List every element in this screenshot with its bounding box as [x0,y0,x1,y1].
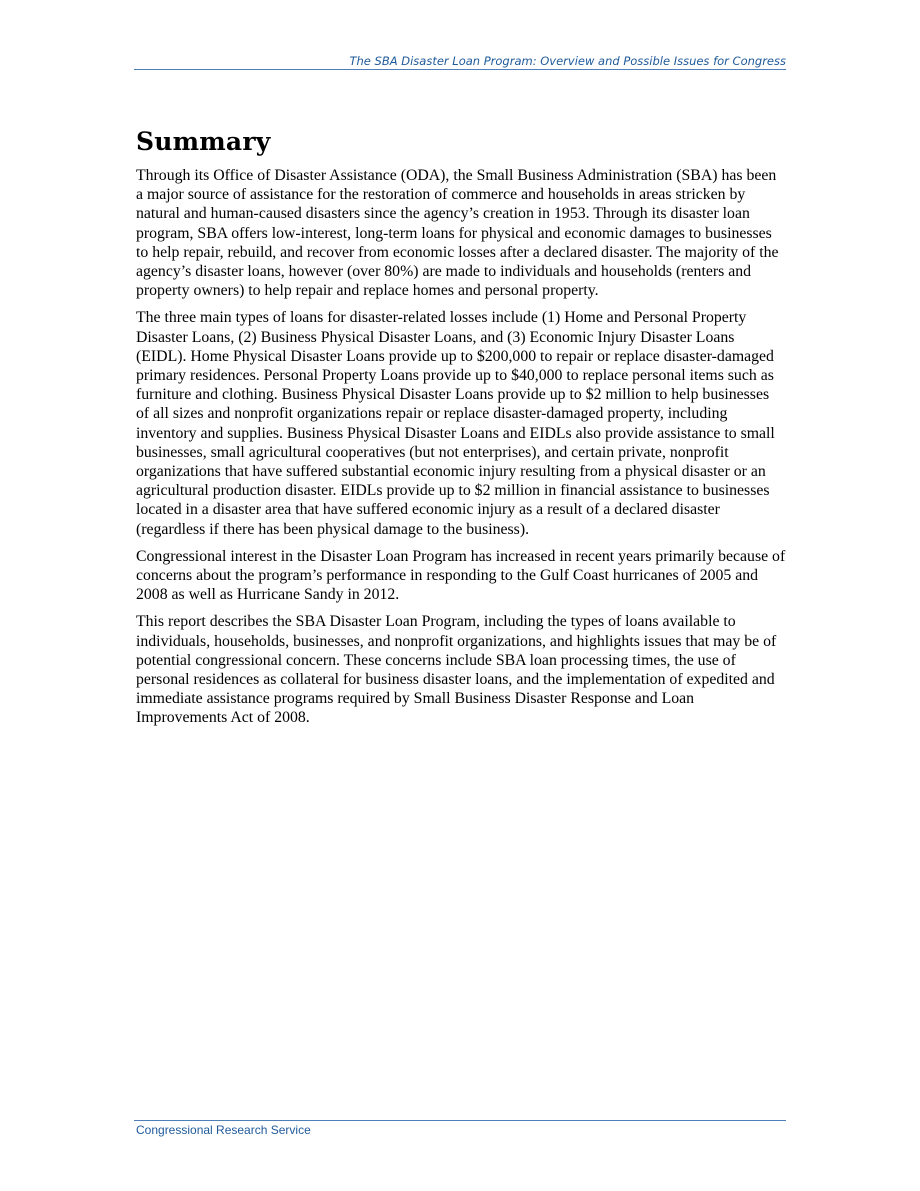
footer-text: Congressional Research Service [136,1123,311,1137]
header-rule [134,69,786,70]
summary-section [136,126,786,736]
running-header: The SBA Disaster Loan Program: Overview and Possible Issues for Congress [349,54,786,68]
summary-paragraph-1: Through its Office of Disaster Assistance (ODA), the Small Business Administration (SBA) has been a major source of assistance for the restoration of commerce and households in areas stricken by natural and human-caused disasters since the agency’s creation in 1953. Through its disaster loan program, SBA offers low-interest, long-term loans for physical and economic damages to businesses to help repair, rebuild, and recover from economic losses after a declared disaster. The majority of the agency’s disaster loans, however (over 80%) are made to individuals and households (renters and property owners) to help repair and replace homes and personal property. [136,167,779,300]
summary-paragraph-2: The three main types of loans for disaster-related losses include (1) Home and Personal Property Disaster Loans, (2) Business Physical Disaster Loans, and (3) Economic Injury Disaster Loans (EIDL). Home Physical Disaster Loans provide up to $200,000 to repair or replace disaster-damaged primary residences. Personal Property Loans provide up to $40,000 to replace personal items such as furniture and clothing. Business Physical Disaster Loans provide up to $2 million to help businesses of all sizes and nonprofit organizations repair or replace disaster-damaged property, including inventory and supplies. Business Physical Disaster Loans and EIDLs also provide assistance to small businesses, small agricultural cooperatives (but not enterprises), and certain private, nonprofit organizations that have suffered substantial economic injury resulting from a physical disaster or an agricultural production disaster. EIDLs provide up to $2 million in financial assistance to businesses located in a disaster area that have suffered economic injury as a result of a declared disaster (regardless if there has been physical damage to the business). [136,309,775,538]
summary-paragraph-3: Congressional interest in the Disaster Loan Program has increased in recent years primarily because of concerns about the program’s performance in responding to the Gulf Coast hurricanes of 2005 and 2008 as well as Hurricane Sandy in 2012. [136,547,786,604]
summary-paragraph-4: This report describes the SBA Disaster Loan Program, including the types of loans available to individuals, households, businesses, and nonprofit organizations, and highlights issues that may be of potential congressional concern. These concerns include SBA loan processing times, the use of personal residences as collateral for business disaster loans, and the implementation of expedited and immediate assistance programs required by Small Business Disaster Response and Loan Improvements Act of 2008. [136,613,777,727]
footer-rule [134,1120,786,1121]
section-heading: Summary [136,127,271,156]
